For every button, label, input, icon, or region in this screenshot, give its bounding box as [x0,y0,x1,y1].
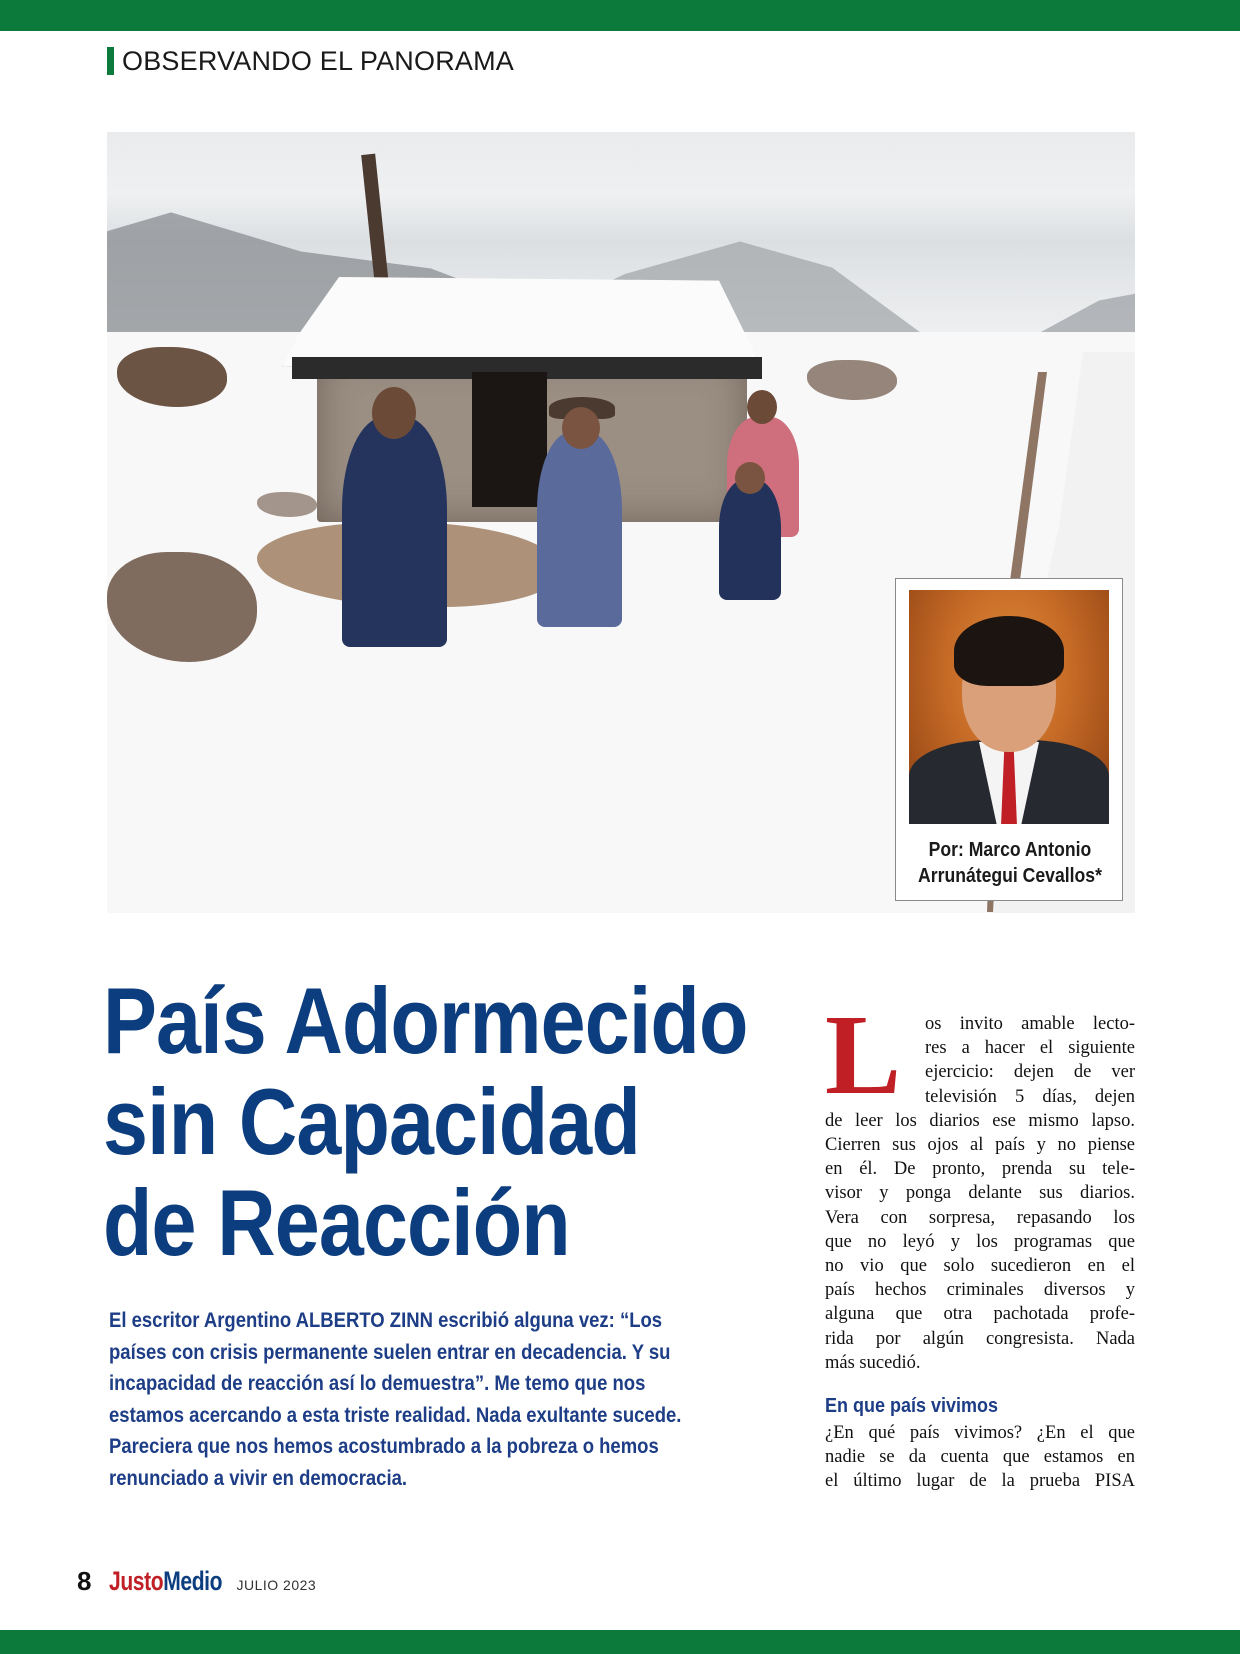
bottom-color-bar [0,1630,1240,1654]
body-line: país hechos criminales diversos y [825,1280,1135,1301]
man-head [372,387,416,439]
author-hair [954,616,1064,686]
section-marker [107,47,114,75]
article-headline [103,968,748,1275]
drop-cap: L [825,991,902,1118]
lead-line: El escritor Argentino ALBERTO ZINN escribió alguna vez: “Los [109,1308,663,1332]
author-byline [910,837,1111,889]
body-line: el último lugar de la prueba PISA [825,1471,1135,1492]
snow-covered-roof [282,277,757,367]
body-line: ¿En qué país vivimos? ¿En el que [825,1423,1135,1443]
lead-line: estamos acercando a esta triste realidad. Nada exultante sucede. [109,1402,682,1427]
body-line: nadie se da cuenta que estamos en [825,1447,1135,1468]
man-figure [342,417,447,647]
lead-line: renunciado a vivir en democracia. [109,1465,408,1490]
body-line: que no leyó y los programas que [825,1231,1135,1252]
body-line: Vera con sorpresa, repasando los [825,1207,1135,1228]
body-line: televisión 5 días, dejen [925,1086,1135,1107]
author-box [895,578,1123,901]
page-number: 8 [77,1566,92,1596]
lead-line: Pareciera que nos hemos acostumbrado a la pobreza o hemos [109,1434,659,1458]
magazine-logo [109,1566,222,1597]
page-footer [77,1566,316,1602]
author-portrait [909,590,1109,824]
article-body-continued [825,1421,1135,1494]
issue-date: JULIO 2023 [236,1577,317,1593]
woman-head [562,407,600,449]
lead-line: países con crisis permanente suelen entrar en decadencia. Y su [109,1339,671,1364]
body-line: os invito amable lecto- [925,1014,1135,1034]
section-header [107,46,514,76]
body-line: visor y ponga delante sus diarios. [825,1183,1135,1204]
byline-line: Arrunátegui Cevallos* [918,865,1102,887]
article-body [825,1012,1135,1375]
body-line: más sucedió. [825,1352,921,1373]
headline-line: sin Capacidad [103,1069,640,1174]
woman-figure [537,432,622,627]
body-line: res a hacer el siguiente [925,1038,1135,1059]
section-label: OBSERVANDO EL PANORAMA [122,45,514,76]
article-subhead: En que país vivimos [825,1395,999,1417]
body-line: alguna que otra pachotada profe- [825,1304,1135,1325]
logo-part-justo: Justo [109,1566,164,1596]
lead-line: incapacidad de reacción así lo demuestra”. Me temo que nos [109,1371,646,1395]
hut-door [472,372,547,507]
body-line: Cierren sus ojos al país y no piense [825,1135,1135,1156]
body-line: ejercicio: dejen de ver [925,1062,1135,1083]
logo-part-medio: Medio [163,1566,223,1596]
top-color-bar [0,0,1240,31]
body-line: en él. De pronto, prenda su tele- [825,1159,1135,1180]
article-lead [109,1305,789,1494]
child-head [735,462,765,494]
body-line: no vio que solo sucedieron en el [825,1256,1135,1277]
headline-line: de Reacción [103,1170,570,1275]
headline-line: País Adormecido [103,968,748,1073]
body-line: de leer los diarios ese mismo lapso. [825,1110,1135,1131]
child-figure [719,480,781,600]
girl-head [747,390,777,424]
byline-line: Por: Marco Antonio [928,839,1092,861]
body-line: rida por algún congresista. Nada [825,1328,1135,1349]
